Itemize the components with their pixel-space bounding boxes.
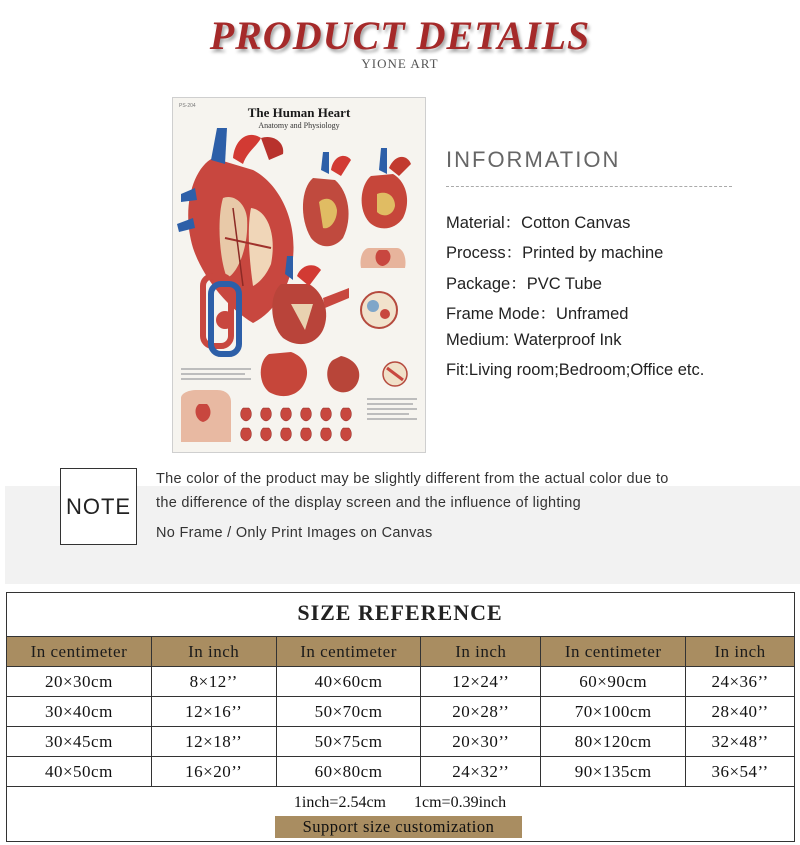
information-divider: [446, 186, 732, 187]
table-cell: 70×100cm: [541, 697, 686, 727]
info-material: Material：Cotton Canvas: [446, 214, 631, 232]
info-frame-mode: Frame Mode：Unframed: [446, 305, 629, 324]
product-poster-image: PS-204 The Human Heart Anatomy and Physiology: [172, 97, 426, 453]
table-row: [7, 697, 795, 727]
size-table-header: [7, 637, 795, 667]
table-cell: 12×16’’: [151, 697, 276, 727]
table-cell: 30×40cm: [7, 697, 152, 727]
info-process: Process：Printed by machine: [446, 244, 664, 263]
table-cell: 12×18’’: [151, 727, 276, 757]
inch-to-cm: 1inch=2.54cm: [293, 794, 386, 811]
header-cm-1: In centimeter: [7, 637, 152, 667]
table-cell: 20×30cm: [7, 667, 152, 697]
table-cell: 20×28’’: [421, 697, 541, 727]
table-cell: 40×50cm: [7, 757, 152, 787]
header-inch-3: In inch: [686, 637, 795, 667]
header-inch-1: In inch: [151, 637, 276, 667]
table-cell: 50×70cm: [276, 697, 421, 727]
note-label: NOTE: [60, 468, 137, 545]
info-fit: Fit:Living room;Bedroom;Office etc.: [446, 360, 705, 379]
header-inch-2: In inch: [421, 637, 541, 667]
heart-anatomy-illustration: [173, 98, 426, 453]
table-cell: 40×60cm: [276, 667, 421, 697]
table-cell: 20×30’’: [421, 727, 541, 757]
table-cell: 50×75cm: [276, 727, 421, 757]
table-cell: 28×40’’: [686, 697, 795, 727]
brand-name: YIONE ART: [361, 56, 439, 71]
note-line-1: The color of the product may be slightly different from the actual color due to: [156, 471, 669, 487]
table-cell: 60×80cm: [276, 757, 421, 787]
poster-title: The Human Heart: [247, 105, 351, 120]
unit-conversion: [0, 794, 800, 812]
table-cell: 24×32’’: [421, 757, 541, 787]
information-list: [446, 209, 704, 391]
information-heading: INFORMATION: [446, 147, 621, 172]
info-package: Package：PVC Tube: [446, 274, 602, 293]
customization-badge: Support size customization: [275, 816, 522, 838]
table-row: [7, 667, 795, 697]
table-cell: 32×48’’: [686, 727, 795, 757]
table-cell: 12×24’’: [421, 667, 541, 697]
note-line-3: No Frame / Only Print Images on Canvas: [156, 525, 433, 541]
table-row: [7, 757, 795, 787]
table-cell: 30×45cm: [7, 727, 152, 757]
table-cell: 60×90cm: [541, 667, 686, 697]
size-reference-title: SIZE REFERENCE: [297, 600, 503, 625]
header-cm-3: In centimeter: [541, 637, 686, 667]
table-cell: 80×120cm: [541, 727, 686, 757]
poster-subtitle: Anatomy and Physiology: [258, 121, 340, 130]
size-table: [6, 636, 795, 787]
table-cell: 36×54’’: [686, 757, 795, 787]
table-cell: 24×36’’: [686, 667, 795, 697]
info-medium: Medium: Waterproof Ink: [446, 330, 622, 349]
table-cell: 8×12’’: [151, 667, 276, 697]
table-cell: 16×20’’: [151, 757, 276, 787]
page-title: PRODUCT DETAILS: [209, 13, 591, 58]
table-cell: 90×135cm: [541, 757, 686, 787]
header-cm-2: In centimeter: [276, 637, 421, 667]
note-line-2: the difference of the display screen and the influence of lighting: [156, 495, 581, 511]
cm-to-inch: 1cm=0.39inch: [414, 794, 507, 811]
table-row: [7, 727, 795, 757]
